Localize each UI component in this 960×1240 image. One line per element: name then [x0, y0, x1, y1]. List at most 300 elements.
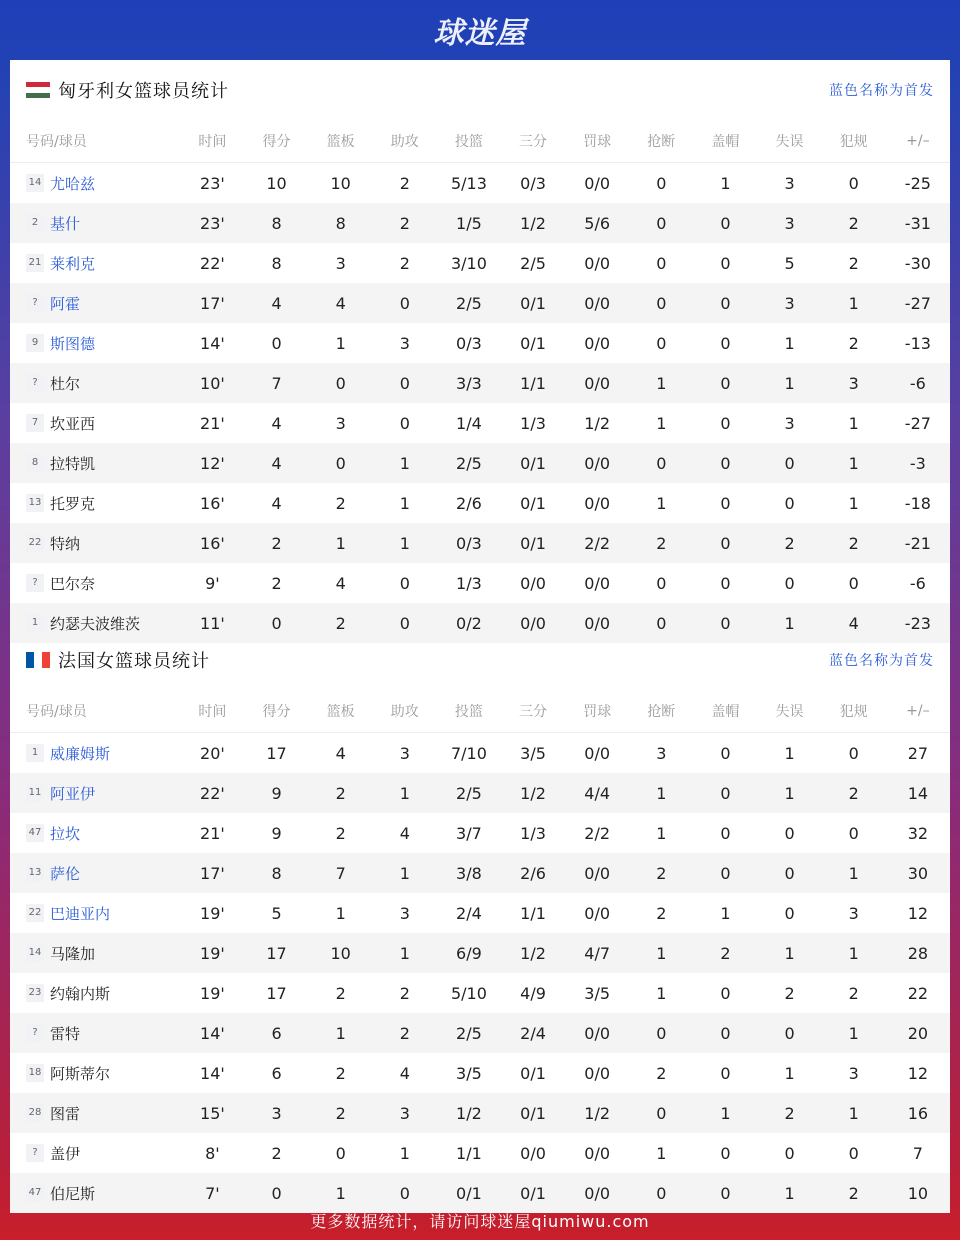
player-cell [10, 363, 180, 403]
stat-cell: 3 [399, 743, 410, 763]
jersey-number: 11 [26, 784, 44, 802]
stat-cell: 1 [757, 933, 821, 973]
stat-cell: 0/1 [501, 1093, 565, 1133]
column-header: 犯规 [822, 690, 886, 733]
top-bar [0, 0, 960, 60]
stat-cell: 2/6 [501, 853, 565, 893]
stat-cell: 17' [180, 853, 244, 893]
jersey-number: 18 [26, 1064, 44, 1082]
player-name[interactable]: 约瑟夫波维茨 [50, 614, 141, 633]
stat-cell: 3 [335, 413, 346, 433]
starter-player-name[interactable]: 莱利克 [50, 254, 96, 273]
player-name[interactable]: 雷特 [50, 1024, 81, 1043]
stat-cell: 23' [180, 203, 244, 243]
starter-player-name[interactable]: 拉坎 [50, 824, 81, 843]
table-row [10, 363, 950, 403]
stat-cell: 0/0 [584, 573, 611, 593]
jersey-number: 14 [26, 174, 44, 192]
player-name[interactable]: 盖伊 [50, 1144, 81, 1163]
column-header: 失误 [757, 120, 821, 163]
stat-cell: 0 [693, 443, 757, 483]
stat-cell: 16' [200, 493, 225, 513]
player-name[interactable]: 约翰内斯 [50, 984, 111, 1003]
starter-player-name[interactable]: 巴迪亚内 [50, 904, 111, 923]
stat-cell: 0 [656, 573, 667, 593]
table-row [10, 563, 950, 603]
stat-cell: 2 [399, 253, 410, 273]
stat-cell: 9 [271, 823, 282, 843]
starter-player-name[interactable]: 尤哈兹 [50, 174, 96, 193]
stat-cell: -13 [904, 333, 931, 353]
stat-cell: 1 [309, 1173, 373, 1213]
stat-cell: 4 [244, 283, 308, 323]
stat-cell: 0/0 [584, 1143, 611, 1163]
stat-cell: 4/4 [565, 773, 629, 813]
stat-cell: 2/5 [437, 443, 501, 483]
column-header: 号码/球员 [10, 690, 180, 733]
stat-cell: 2 [629, 523, 693, 563]
player-name[interactable]: 图雷 [50, 1104, 81, 1123]
player-cell [10, 203, 180, 243]
table-row [10, 1133, 950, 1173]
france-section [10, 630, 950, 1213]
stat-cell: 0 [693, 853, 757, 893]
stat-cell: 3 [757, 283, 821, 323]
section-title: 匈牙利女篮球员统计 [58, 81, 229, 102]
stat-cell: 1/2 [565, 1093, 629, 1133]
jersey-number: 2 [26, 214, 44, 232]
player-cell [10, 933, 180, 973]
stat-cell: 3 [848, 903, 859, 923]
player-cell [10, 323, 180, 363]
section-header [10, 630, 950, 690]
stat-cell: 17' [180, 283, 244, 323]
table-row [10, 443, 950, 483]
stat-cell: 8 [271, 253, 282, 273]
stat-cell: 0 [720, 823, 731, 843]
stat-cell: 1 [335, 333, 346, 353]
jersey-number: 22 [26, 904, 44, 922]
player-cell [10, 773, 180, 813]
stat-cell: 0 [720, 983, 731, 1003]
stat-cell: 3 [656, 743, 667, 763]
stat-cell: 2 [848, 983, 859, 1003]
stat-cell: 19' [180, 933, 244, 973]
stat-cell: 1 [757, 773, 821, 813]
player-cell [10, 163, 180, 204]
stat-cell: 0 [373, 283, 437, 323]
starter-note: 蓝色名称为首发 [829, 653, 934, 669]
starter-note: 蓝色名称为首发 [829, 83, 934, 99]
stat-cell: 0 [784, 1143, 795, 1163]
stat-cell: 2 [656, 903, 667, 923]
hungary-stats-table [10, 120, 950, 643]
column-header: 盖帽 [693, 690, 757, 733]
starter-player-name[interactable]: 基什 [50, 214, 81, 233]
stat-cell: 1/3 [520, 823, 546, 843]
stat-cell: 1 [399, 1143, 410, 1163]
stat-cell: 4 [822, 603, 886, 643]
stat-cell: 0 [399, 413, 410, 433]
stat-cell: 14' [200, 1063, 225, 1083]
player-cell [10, 1133, 180, 1173]
jersey-number: ? [26, 1144, 44, 1162]
stat-cell: 7 [244, 363, 308, 403]
column-header: 号码/球员 [10, 120, 180, 163]
stat-cell: 0/1 [520, 493, 546, 513]
stat-cell: 2 [309, 1093, 373, 1133]
stat-cell: 30 [886, 853, 950, 893]
table-row [10, 773, 950, 813]
site-logo[interactable]: 球迷屋 [433, 16, 527, 51]
stat-cell: -23 [886, 603, 950, 643]
stat-cell: 1 [822, 283, 886, 323]
stat-cell: 3 [244, 1093, 308, 1133]
table-row [10, 893, 950, 933]
stat-cell: 4 [309, 283, 373, 323]
stat-cell: 2 [309, 773, 373, 813]
table-row [10, 853, 950, 893]
stat-cell: 2 [848, 333, 859, 353]
stat-cell: 5 [271, 903, 282, 923]
stat-cell: 2/2 [584, 823, 611, 843]
stat-cell: 0/0 [584, 253, 611, 273]
stat-cell: 1/2 [501, 773, 565, 813]
stat-cell: 3 [373, 1093, 437, 1133]
column-header: 罚球 [565, 120, 629, 163]
jersey-number: 47 [26, 1184, 44, 1202]
stat-cell: -6 [909, 573, 926, 593]
player-cell [10, 733, 180, 774]
column-header: 助攻 [373, 690, 437, 733]
table-row [10, 733, 950, 774]
stat-cell: 0/1 [501, 283, 565, 323]
player-cell [10, 1053, 180, 1093]
starter-player-name[interactable]: 威廉姆斯 [50, 744, 111, 763]
stat-cell: 0 [629, 443, 693, 483]
stat-cell: 17 [266, 983, 287, 1003]
section-title-wrap [26, 647, 210, 673]
table-row [10, 813, 950, 853]
stat-cell: 0 [720, 413, 731, 433]
stat-cell: 1 [822, 1013, 886, 1053]
stat-cell: 3 [335, 253, 346, 273]
stat-cell: 1/5 [437, 203, 501, 243]
stat-cell: 1 [656, 493, 667, 513]
stat-cell: 0 [693, 523, 757, 563]
player-cell [10, 523, 180, 563]
stat-cell: 20' [200, 743, 225, 763]
stat-cell: 15' [180, 1093, 244, 1133]
stat-cell: 6 [271, 1063, 282, 1083]
table-row [10, 1053, 950, 1093]
stat-cell: 2 [757, 523, 821, 563]
table-row [10, 203, 950, 243]
column-header: 时间 [180, 120, 244, 163]
stat-cell: 0 [373, 363, 437, 403]
stat-cell: 2 [373, 203, 437, 243]
stat-cell: 17 [244, 933, 308, 973]
stat-cell: 0 [784, 493, 795, 513]
stat-cell: 3 [757, 203, 821, 243]
stat-cell: 2/6 [456, 493, 482, 513]
jersey-number: 47 [26, 824, 44, 842]
stat-cell: 0 [693, 203, 757, 243]
stat-cell: 0 [629, 203, 693, 243]
stat-cell: 2 [244, 523, 308, 563]
starter-player-name[interactable]: 阿亚伊 [50, 784, 96, 803]
stat-cell: 1 [848, 413, 859, 433]
stat-cell: 2 [656, 1063, 667, 1083]
jersey-number: ? [26, 1024, 44, 1042]
player-cell [10, 403, 180, 443]
player-cell [10, 893, 180, 933]
stat-cell: 2/4 [456, 903, 482, 923]
stat-cell: 0 [693, 1173, 757, 1213]
hungary-section [10, 60, 950, 643]
stat-cell: 1 [822, 443, 886, 483]
stat-cell: 0/1 [501, 523, 565, 563]
stat-cell: 0/1 [520, 1063, 546, 1083]
stat-cell: 8 [244, 853, 308, 893]
stat-cell: 0/1 [501, 1173, 565, 1213]
stat-cell: 9' [205, 573, 220, 593]
stat-cell: 0 [848, 743, 859, 763]
stat-cell: 0/0 [565, 283, 629, 323]
stat-cell: 1/3 [456, 573, 482, 593]
stat-cell: 0/0 [584, 493, 611, 513]
table-header-row [10, 120, 950, 163]
stat-cell: 2 [822, 773, 886, 813]
stat-cell: 2/5 [437, 1013, 501, 1053]
stat-cell: 0 [693, 283, 757, 323]
stat-cell: -31 [886, 203, 950, 243]
stat-cell: 2 [335, 493, 346, 513]
player-cell [10, 443, 180, 483]
stat-cell: 0/3 [437, 523, 501, 563]
stat-cell: 1/4 [456, 413, 482, 433]
stat-cell: 2 [399, 983, 410, 1003]
stat-cell: 11' [180, 603, 244, 643]
stat-cell: 1 [720, 903, 731, 923]
column-header: 得分 [244, 690, 308, 733]
stat-cell: -27 [904, 413, 931, 433]
stat-cell: 0/0 [565, 1013, 629, 1053]
jersey-number: ? [26, 574, 44, 592]
stat-cell: 22 [907, 983, 929, 1003]
column-header: 三分 [501, 120, 565, 163]
stat-cell: 22' [200, 253, 225, 273]
stat-cell: 2 [335, 1063, 346, 1083]
player-name[interactable]: 巴尔奈 [50, 574, 96, 593]
france-stats-table [10, 690, 950, 1213]
stat-cell: 4/7 [565, 933, 629, 973]
stat-cell: 0 [629, 1013, 693, 1053]
stat-cell: 1 [656, 1143, 667, 1163]
stat-cell: 0 [373, 1173, 437, 1213]
stat-cell: 0/1 [437, 1173, 501, 1213]
stat-cell: 0/2 [437, 603, 501, 643]
stat-cell: 3 [784, 413, 795, 433]
stat-cell: 4 [399, 1063, 410, 1083]
player-name[interactable]: 马隆加 [50, 944, 96, 963]
stat-cell: 0/0 [520, 1143, 546, 1163]
stat-cell: 0 [720, 1063, 731, 1083]
stat-cell: 1 [373, 853, 437, 893]
player-name[interactable]: 托罗克 [50, 494, 96, 513]
table-row [10, 243, 950, 283]
section-title-wrap [26, 77, 229, 103]
stat-cell: 1/1 [501, 363, 565, 403]
jersey-number: 7 [26, 414, 44, 432]
stat-cell: 0 [693, 1013, 757, 1053]
stat-cell: 1 [335, 903, 346, 923]
stat-cell: 2 [309, 603, 373, 643]
stat-cell: 0/0 [520, 573, 546, 593]
jersey-number: ? [26, 374, 44, 392]
stat-cell: 21' [200, 823, 225, 843]
stat-cell: 3 [822, 363, 886, 403]
stat-cell: 9 [244, 773, 308, 813]
player-name[interactable]: 杜尔 [50, 374, 81, 393]
stat-cell: 19' [200, 903, 225, 923]
stat-cell: 2 [335, 983, 346, 1003]
column-header: 三分 [501, 690, 565, 733]
stat-cell: 2/2 [565, 523, 629, 563]
column-header: 犯规 [822, 120, 886, 163]
stat-cell: 1 [656, 413, 667, 433]
stat-cell: 2 [757, 1093, 821, 1133]
stat-cell: 1/2 [501, 933, 565, 973]
stat-cell: 0/0 [584, 903, 611, 923]
stat-cell: 1 [373, 773, 437, 813]
stat-cell: 3/5 [456, 1063, 482, 1083]
jersey-number: 13 [26, 864, 44, 882]
stat-cell: 1 [309, 1013, 373, 1053]
player-cell [10, 243, 180, 283]
player-cell [10, 973, 180, 1013]
stat-cell: 0/0 [565, 1173, 629, 1213]
column-header: 篮板 [309, 120, 373, 163]
stat-cell: 5/13 [450, 173, 487, 193]
starter-player-name[interactable]: 萨伦 [50, 864, 81, 883]
stat-cell: 0 [399, 573, 410, 593]
stat-cell: 28 [886, 933, 950, 973]
stat-cell: 2 [822, 1173, 886, 1213]
stat-cell: 6/9 [437, 933, 501, 973]
player-name[interactable]: 拉特凯 [50, 454, 96, 473]
stat-cell: 14' [200, 333, 225, 353]
column-header: 盖帽 [693, 120, 757, 163]
player-name[interactable]: 阿斯蒂尔 [50, 1064, 111, 1083]
stat-cell: 3/3 [437, 363, 501, 403]
stat-cell: 16' [180, 523, 244, 563]
stat-cell: 4 [335, 743, 346, 763]
stat-cell: 3 [784, 173, 795, 193]
stat-cell: 17 [266, 743, 287, 763]
stat-cell: 0 [244, 603, 308, 643]
stat-cell: 1 [822, 933, 886, 973]
stat-cell: 1/1 [520, 903, 546, 923]
stat-cell: 3 [848, 1063, 859, 1083]
stat-cell: 4 [271, 413, 282, 433]
stat-cell: 1 [656, 983, 667, 1003]
stat-cell: 0 [784, 573, 795, 593]
stat-cell: 2 [822, 523, 886, 563]
stat-cell: 5 [784, 253, 795, 273]
stat-cell: 2 [271, 573, 282, 593]
stat-cell: 6 [244, 1013, 308, 1053]
jersey-number: 21 [26, 254, 44, 272]
starter-player-name[interactable]: 阿霍 [50, 294, 81, 313]
stat-cell: 2/5 [437, 773, 501, 813]
stat-cell: 7 [309, 853, 373, 893]
stat-cell: 10 [886, 1173, 950, 1213]
player-cell [10, 853, 180, 893]
stat-cell: 12 [907, 903, 929, 923]
player-name[interactable]: 坎亚西 [50, 414, 96, 433]
stat-cell: 10 [330, 173, 351, 193]
stats-card [10, 60, 950, 1203]
footer-banner[interactable]: 更多数据统计，请访问球迷屋qiumiwu.com [310, 1211, 650, 1231]
stat-cell: 2 [373, 1013, 437, 1053]
stat-cell: 0/0 [565, 603, 629, 643]
stat-cell: 32 [907, 823, 929, 843]
stat-cell: 0 [373, 603, 437, 643]
stat-cell: 3/5 [584, 983, 611, 1003]
stat-cell: -18 [904, 493, 931, 513]
stat-cell: 10 [266, 173, 287, 193]
stat-cell: 1/2 [437, 1093, 501, 1133]
stat-cell: 10 [309, 933, 373, 973]
stat-cell: 0 [757, 1013, 821, 1053]
stat-cell: 1 [784, 1063, 795, 1083]
starter-player-name[interactable]: 斯图德 [50, 334, 96, 353]
stat-cell: 3/5 [520, 743, 546, 763]
stat-cell: 5/10 [450, 983, 487, 1003]
jersey-number: 13 [26, 494, 44, 512]
stat-cell: 0 [629, 1173, 693, 1213]
stat-cell: 1 [399, 493, 410, 513]
stat-cell: 1 [309, 523, 373, 563]
column-header: 抢断 [629, 120, 693, 163]
stat-cell: 0 [244, 1173, 308, 1213]
stat-cell: 0 [848, 823, 859, 843]
jersey-number: 28 [26, 1104, 44, 1122]
stat-cell: 0/0 [584, 333, 611, 353]
stat-cell: 4 [335, 573, 346, 593]
player-name[interactable]: 伯尼斯 [50, 1184, 96, 1203]
stat-cell: 0 [848, 173, 859, 193]
player-name[interactable]: 特纳 [50, 534, 81, 553]
stat-cell: 1/2 [584, 413, 611, 433]
stat-cell: 0 [720, 493, 731, 513]
table-row [10, 323, 950, 363]
table-row [10, 523, 950, 563]
stat-cell: 0 [693, 363, 757, 403]
stat-cell: 1/3 [520, 413, 546, 433]
stat-cell: 3/7 [456, 823, 482, 843]
stat-cell: 14 [886, 773, 950, 813]
stat-cell: -6 [886, 363, 950, 403]
table-row [10, 403, 950, 443]
stat-cell: 0/1 [520, 333, 546, 353]
stat-cell: 0 [693, 773, 757, 813]
stat-cell: 0/0 [584, 1063, 611, 1083]
jersey-number: 8 [26, 454, 44, 472]
stat-cell: 1 [373, 523, 437, 563]
table-row [10, 1093, 950, 1133]
